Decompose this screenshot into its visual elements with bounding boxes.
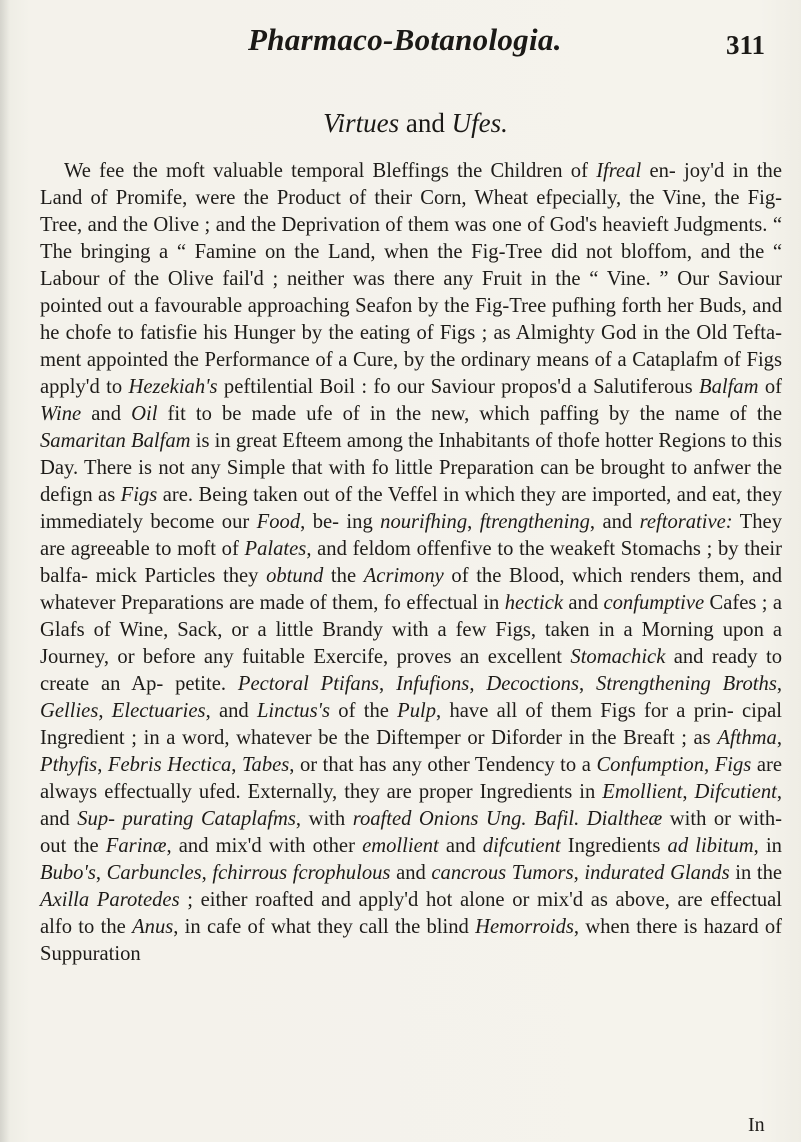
- italic-run: emollient: [362, 835, 439, 857]
- text-run: ,: [201, 862, 213, 884]
- text-run: ; either roafted and apply'd hot alone or mix'd as above, are effectual alfo to the: [40, 889, 782, 938]
- italic-run: Stomachick: [570, 646, 666, 668]
- text-run: ,: [579, 673, 597, 695]
- text-run: ,: [704, 754, 715, 776]
- text-run: ,: [776, 727, 782, 749]
- italic-run: indurated Glands: [584, 862, 730, 884]
- italic-run: Confumption: [596, 754, 704, 776]
- italic-run: Food: [256, 511, 301, 533]
- italic-run: obtund: [266, 565, 324, 587]
- italic-run: Pthyfis: [40, 754, 98, 776]
- italic-run: Afthma: [717, 727, 777, 749]
- text-run: ,: [573, 862, 585, 884]
- italic-run: Difcutient: [694, 781, 777, 803]
- italic-run: Decoctions: [486, 673, 579, 695]
- text-run: Ingredients: [560, 835, 668, 857]
- italic-run: Tabes: [241, 754, 290, 776]
- section-heading-and: and: [399, 108, 452, 138]
- text-run: ,: [95, 862, 107, 884]
- text-run: , and: [205, 700, 257, 722]
- text-run: ,: [469, 673, 487, 695]
- italic-run: Bubo's: [40, 862, 96, 884]
- text-run: ,: [776, 673, 782, 695]
- italic-run: Emollient: [602, 781, 683, 803]
- italic-run: Palates: [244, 538, 307, 560]
- catchword: In: [748, 1114, 765, 1136]
- italic-run: Carbuncles: [106, 862, 202, 884]
- text-run: of: [758, 376, 783, 398]
- italic-run: Febris Hectica: [107, 754, 232, 776]
- text-run: We fee the moft valuable temporal Bleffings the Children of: [64, 160, 597, 182]
- text-run: and: [563, 592, 604, 614]
- italic-run: cancrous Tumors: [431, 862, 574, 884]
- body-paragraph: [40, 158, 782, 968]
- italic-run: confumptive: [603, 592, 705, 614]
- italic-run: Oil: [131, 403, 158, 425]
- text-run: ,: [682, 781, 695, 803]
- italic-run: Pectoral Ptifans: [237, 673, 380, 695]
- section-heading-virtues: Virtues: [323, 108, 400, 138]
- italic-run: roafted Onions Ung. Bafil. Dialtheæ: [352, 808, 663, 830]
- text-run: , and: [589, 511, 640, 533]
- text-run: of the: [330, 700, 398, 722]
- section-heading-uses: Ufes.: [451, 108, 508, 138]
- italic-run: Anus: [132, 916, 174, 938]
- text-run: ,: [98, 700, 112, 722]
- text-run: and: [438, 835, 483, 857]
- italic-run: Gellies: [40, 700, 99, 722]
- text-run: ,: [97, 754, 108, 776]
- italic-run: fchirrous fcrophulous: [212, 862, 391, 884]
- italic-run: ftrengthening: [479, 511, 590, 533]
- text-run: fit to be made ufe of in the new, which paffing by the name of the: [157, 403, 782, 425]
- text-run: ,: [231, 754, 242, 776]
- italic-run: Linctus's: [256, 700, 331, 722]
- italic-run: Figs: [120, 484, 158, 506]
- italic-run: Sup- purating Cataplafms: [77, 808, 296, 830]
- italic-run: Samaritan Balfam: [40, 430, 191, 452]
- italic-run: Hemorroids: [475, 916, 574, 938]
- italic-run: Acrimony: [363, 565, 444, 587]
- text-run: , have all of them Figs for a prin- cipal Ingredient ; in a word, whatever be the Diftemper or Diforder in the Breaft ; as: [40, 700, 783, 749]
- italic-run: Wine: [40, 403, 82, 425]
- italic-run: Farinæ: [105, 835, 167, 857]
- text-run: They are agreeable to moft of: [40, 511, 782, 560]
- text-run: en- joy'd in the Land of Promife, were the Product of their Corn, Wheat efpecially, the Vine, the Fig-Tree, and the Olive ; and the Deprivation of them was one of God's heavieft Judgments. “ The bringing a “ Famine on the Land, when the Fig-Tree did not bloffom, and the “ Labour of the Olive fail'd ; neither was there any Fruit in the “ Vine. ” Our Saviour pointed out a favourable approaching Seafon by the Fig-Tree pufhing forth her Buds, and he chofe to fatisfie his Hunger by the eating of Figs ; as Almighty God in the Old Tefta- ment appointed the Performance of a Cure, by the ordinary means of a Cataplafm of Figs apply'd to: [40, 160, 782, 398]
- text-run: ,: [467, 511, 480, 533]
- italic-run: reftorative:: [639, 511, 733, 533]
- text-run: , and feldom offenfive to the weakeft Stomachs ; by their balfa- mick Particles they: [40, 538, 782, 587]
- text-run: , in: [753, 835, 782, 857]
- text-run: is in great Efteem among the Inhabitants of thofe hotter Regions to this Day. There is not any Simple that with fo little Preparation can be brought to anfwer the defign as: [40, 430, 783, 506]
- italic-run: Strengthening Broths: [596, 673, 777, 695]
- italic-run: hectick: [504, 592, 564, 614]
- italic-run: Ifreal: [596, 160, 642, 182]
- text-run: are. Being taken out of the Veffel in which they are imported, and eat, they immediately become our: [40, 484, 782, 533]
- text-run: of the Blood, which renders them, and whatever Preparations are made of them, fo effectual in: [40, 565, 782, 614]
- text-run: in the: [729, 862, 783, 884]
- text-run: , and: [40, 781, 782, 830]
- italic-run: Infufions: [396, 673, 470, 695]
- text-run: and: [81, 403, 132, 425]
- italic-run: difcutient: [482, 835, 561, 857]
- text-run: , when there is hazard of Suppuration: [40, 916, 783, 965]
- text-run: , in cafe of what they call the blind: [173, 916, 476, 938]
- italic-run: Figs: [714, 754, 752, 776]
- running-title: Pharmaco-Botanologia.: [248, 22, 562, 57]
- text-run: , or that has any other Tendency to a: [289, 754, 597, 776]
- text-run: are always effectually ufed. Externally, they are proper Ingredients in: [40, 754, 783, 803]
- text-run: ,: [379, 673, 397, 695]
- italic-run: nourifhing: [380, 511, 468, 533]
- gutter-shadow: [0, 0, 10, 1142]
- italic-run: Hezekiah's: [128, 376, 218, 398]
- italic-run: ad libitum: [667, 835, 754, 857]
- italic-run: Pulp: [397, 700, 437, 722]
- italic-run: Axilla Parotedes: [40, 889, 180, 911]
- italic-run: Electuaries: [111, 700, 206, 722]
- text-run: and: [390, 862, 432, 884]
- text-run: , with: [295, 808, 353, 830]
- text-run: with or with- out the: [40, 808, 782, 857]
- italic-run: Balfam: [698, 376, 759, 398]
- text-run: , be- ing: [300, 511, 381, 533]
- section-heading: [0, 108, 801, 139]
- text-run: peftilential Boil : fo our Saviour propos'd a Salutiferous: [217, 376, 699, 398]
- text-run: , and mix'd with other: [166, 835, 363, 857]
- text-run: Cafes ; a Glafs of Wine, Sack, or a little Brandy with a few Figs, taken in a Morning upon a Journey, or before any fuitable Exercife, proves an excellent: [40, 592, 782, 668]
- page-number: 311: [726, 30, 766, 60]
- text-run: and ready to create an Ap- petite.: [40, 646, 782, 695]
- text-run: the: [323, 565, 364, 587]
